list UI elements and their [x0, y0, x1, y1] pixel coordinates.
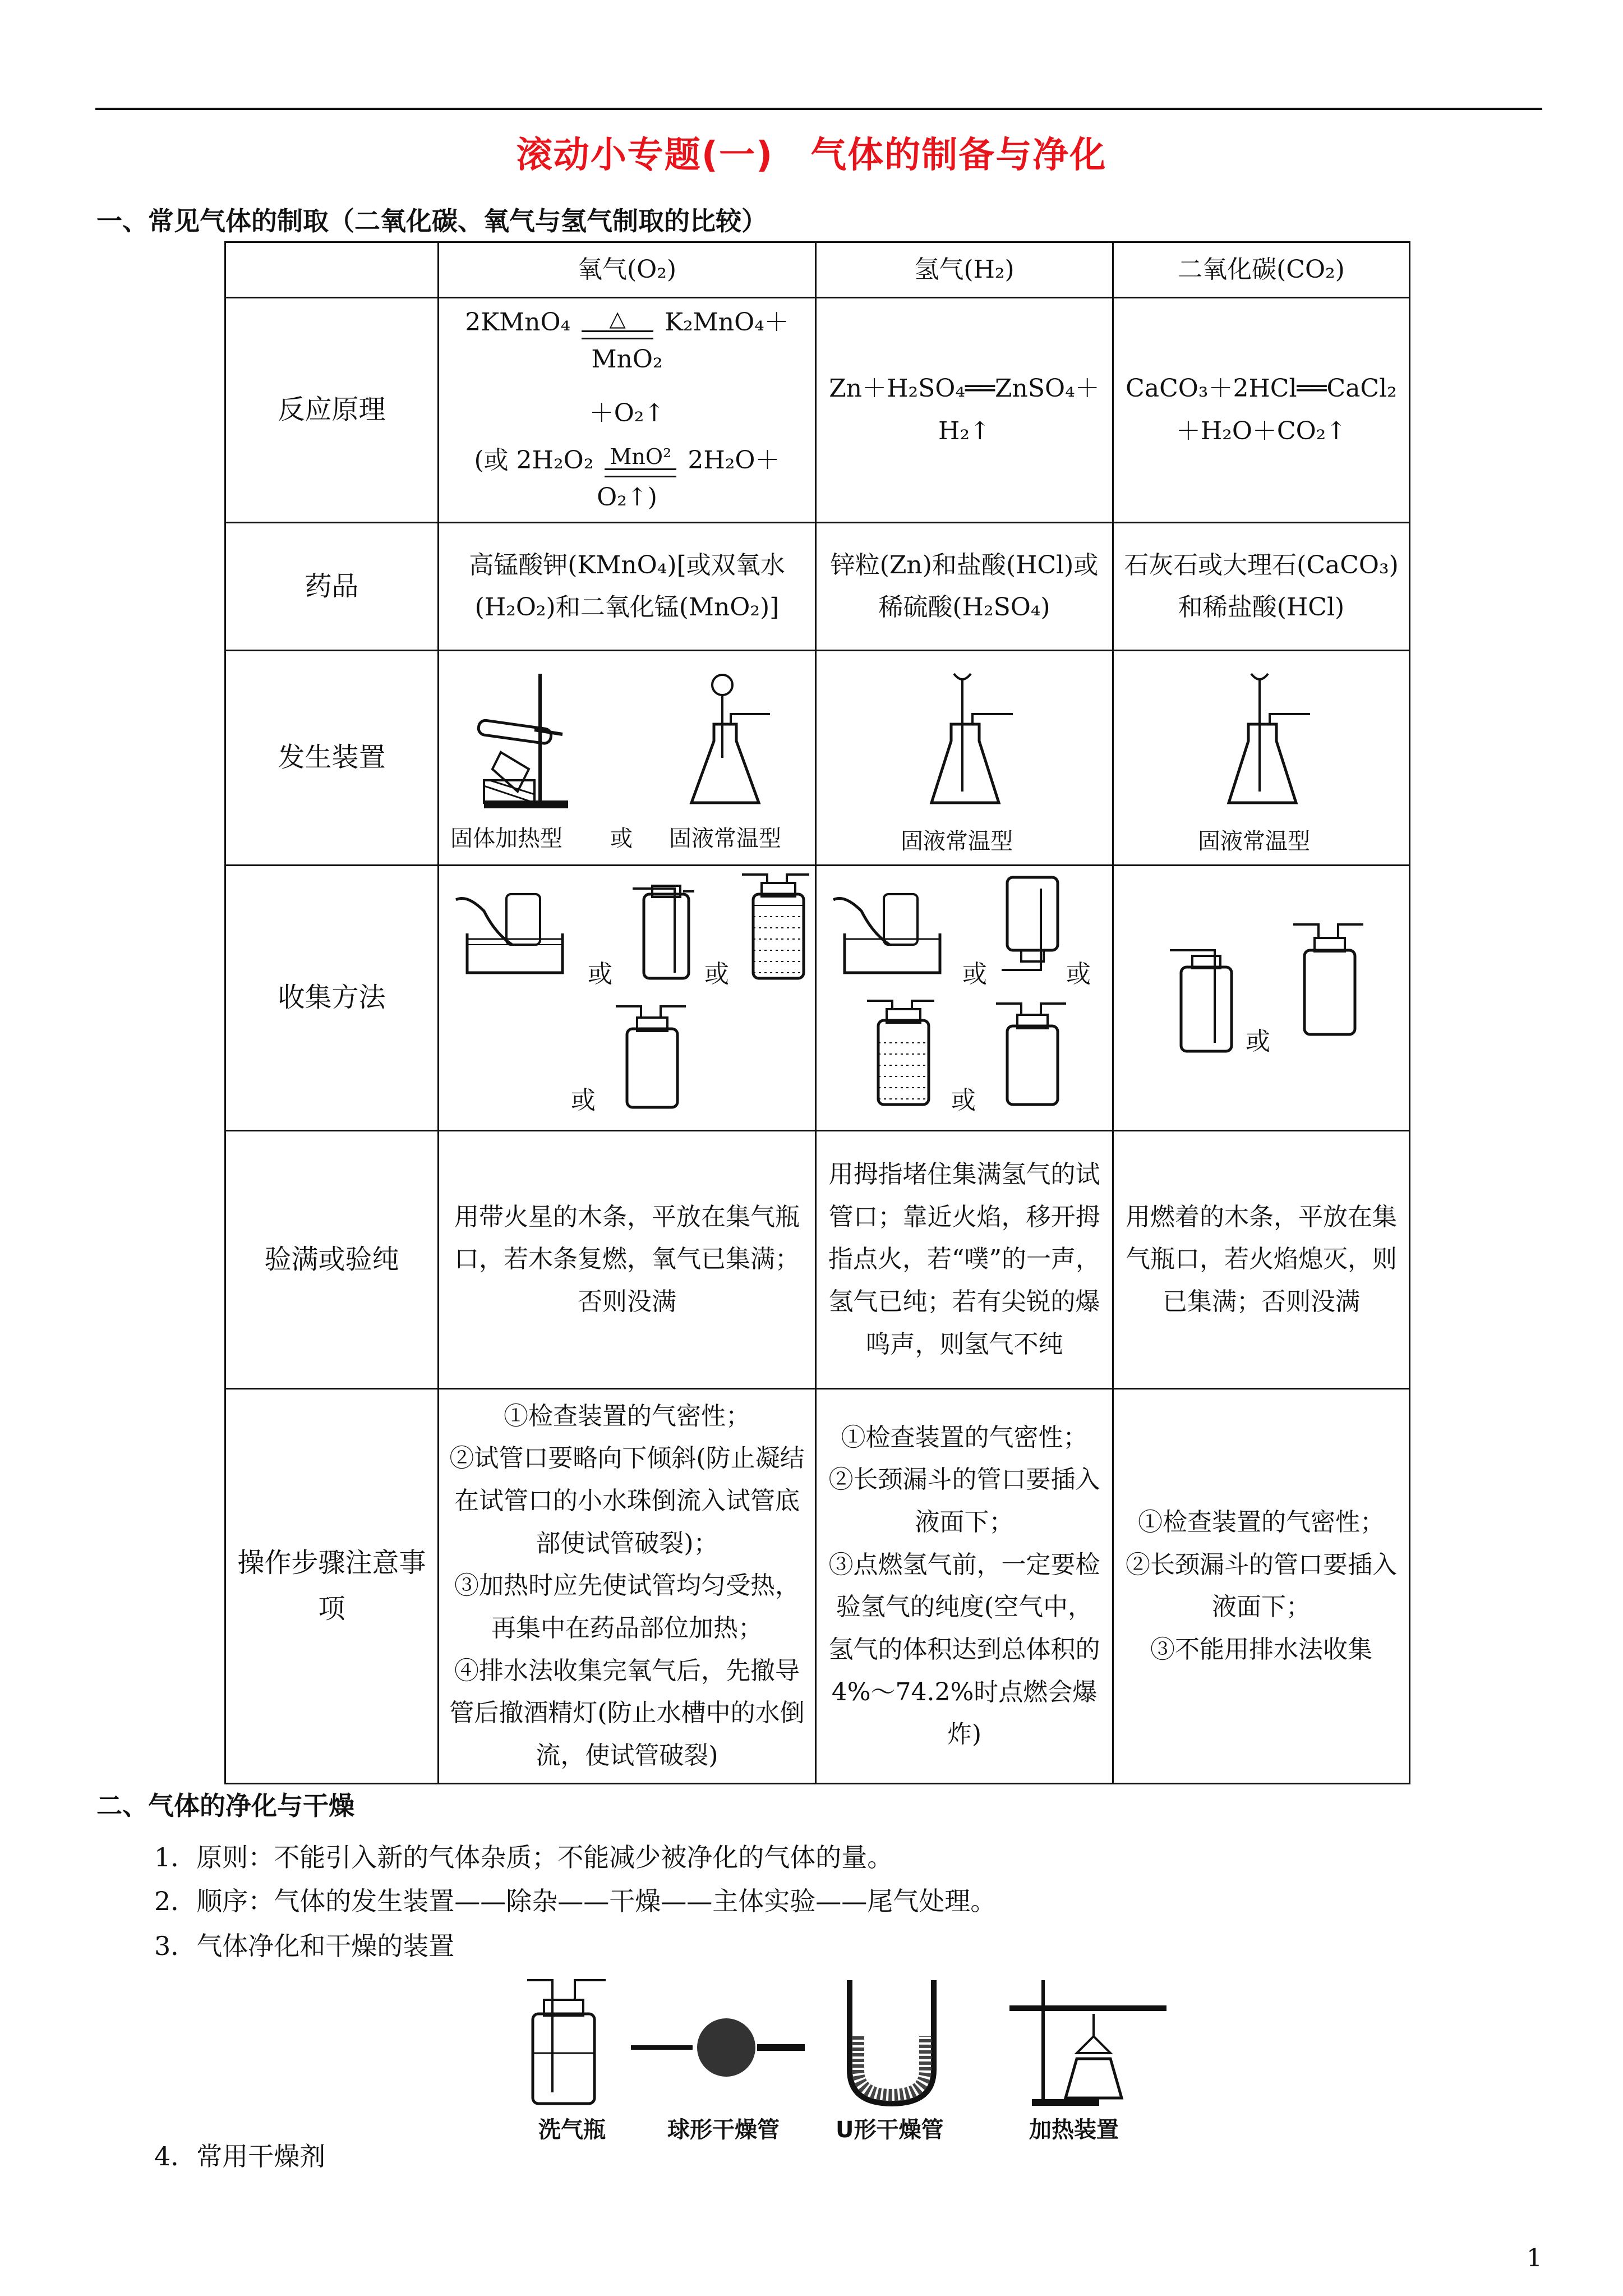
item-4: 4．常用干燥剂 [154, 2141, 326, 2171]
flask-funnel-apparatus-icon [686, 662, 776, 814]
upward-bottle-icon [633, 877, 700, 984]
header-h2: 氢气(H₂) [816, 242, 1113, 298]
inverted-bottle-icon [1002, 872, 1063, 978]
h2-collection-or-3: 或 [951, 1085, 976, 1115]
top-rule [95, 108, 1542, 110]
o2-cap-solid-liquid: 固液常温型 [669, 825, 781, 852]
row-apparatus [225, 650, 1410, 865]
row-notes [225, 1388, 1410, 1783]
item-1: 1．原则：不能引入新的气体杂质；不能减少被净化的气体的量。 [154, 1842, 893, 1872]
label-u-drying-tube: U形干燥管 [836, 2117, 944, 2143]
water-trough-icon [450, 889, 568, 984]
h2-principle: Zn＋H₂SO₄══ZnSO₄＋H₂↑ [816, 297, 1113, 522]
header-o2: 氧气(O₂) [439, 242, 816, 298]
co2-collection-or: 或 [1246, 1027, 1270, 1056]
heating-apparatus-icon [1009, 1969, 1172, 2109]
solid-heating-apparatus-icon [462, 668, 574, 814]
header-empty [225, 242, 439, 298]
label-collection: 收集方法 [225, 865, 439, 1130]
h2-filled-bottle-icon [870, 998, 937, 1110]
o2-cap-or: 或 [610, 825, 633, 852]
h2-cap: 固液常温型 [901, 828, 1013, 854]
h2-apparatus [816, 650, 1113, 865]
gas-washing-bottle-icon [522, 1969, 611, 2109]
label-principle: 反应原理 [225, 297, 439, 522]
label-gas-washing-bottle: 洗气瓶 [538, 2117, 606, 2143]
co2-downward-bottle-icon [1293, 917, 1366, 1046]
o2-apparatus [439, 650, 816, 865]
row-reagents [225, 522, 1410, 650]
o2-notes: ①检查装置的气密性； ②试管口要略向下倾斜(防止凝结在试管口的小水珠倒流入试管底部使试管破裂)； ③加热时应先使试管均匀受热，再集中在药品部位加热； ④排水法收集完氧气后，先撤导管后撤酒精灯(防止水槽中的水倒流，使试管破裂) [439, 1388, 816, 1783]
h2-collection-or-1: 或 [962, 959, 987, 988]
page-title: 滚动小专题(一) 气体的制备与净化 [516, 135, 1107, 176]
label-test: 验满或验纯 [225, 1130, 439, 1388]
label-notes: 操作步骤注意事项 [225, 1388, 439, 1783]
section-1-heading: 一、常见气体的制取（二氧化碳、氧气与氢气制取的比较） [96, 206, 767, 236]
co2-flask-icon [1226, 662, 1316, 814]
bulb-drying-tube-icon [631, 2014, 810, 2081]
purification-apparatus [505, 1969, 1234, 2143]
downward-bottle-icon [616, 1001, 689, 1113]
row-principle [225, 297, 1410, 522]
h2-collection-or-2: 或 [1066, 959, 1091, 988]
label-reagents: 药品 [225, 522, 439, 650]
filled-bottle-icon [745, 872, 812, 984]
co2-test: 用燃着的木条，平放在集气瓶口，若火焰熄灭，则已集满；否则没满 [1113, 1130, 1410, 1388]
header-co2: 二氧化碳(CO₂) [1113, 242, 1410, 298]
h2-notes: ①检查装置的气密性； ②长颈漏斗的管口要插入液面下； ③点燃氢气前，一定要检验氢气的纯度(空气中，氢气的体积达到总体积的 4%～74.2%时点燃会爆炸) [816, 1388, 1113, 1783]
label-heating-apparatus: 加热装置 [1029, 2117, 1119, 2143]
co2-notes: ①检查装置的气密性； ②长颈漏斗的管口要插入液面下； ③不能用排水法收集 [1113, 1388, 1410, 1783]
o2-collection-or-1: 或 [588, 959, 612, 988]
o2-collection [439, 865, 816, 1130]
row-test [225, 1130, 1410, 1388]
o2-collection-or-3: 或 [571, 1085, 596, 1115]
u-drying-tube-icon [838, 1975, 945, 2109]
section-2-heading: 二、气体的净化与干燥 [96, 1791, 354, 1821]
label-apparatus: 发生装置 [225, 650, 439, 865]
co2-collection [1113, 865, 1410, 1130]
item-3: 3．气体净化和干燥的装置 [154, 1931, 455, 1961]
o2-principle: 2KMnO₄ △ K₂MnO₄＋MnO₂ ＋O₂↑ (或 2H₂O₂ MnO² 2H₂O＋O₂↑) [439, 297, 816, 522]
h2-water-trough-icon [828, 889, 946, 984]
co2-cap: 固液常温型 [1198, 828, 1310, 854]
table-header-row [225, 242, 1410, 298]
co2-reagents: 石灰石或大理石(CaCO₃)和稀盐酸(HCl) [1113, 522, 1410, 650]
label-bulb-drying-tube: 球形干燥管 [667, 2117, 780, 2143]
h2-collection [816, 865, 1113, 1130]
co2-apparatus [1113, 650, 1410, 865]
co2-upward-bottle-icon [1170, 933, 1243, 1057]
h2-reagents: 锌粒(Zn)和盐酸(HCl)或稀硫酸(H₂SO₄) [816, 522, 1113, 650]
o2-reagents: 高锰酸钾(KMnO₄)[或双氧水(H₂O₂)和二氧化锰(MnO₂)] [439, 522, 816, 650]
item-2: 2．顺序：气体的发生装置——除杂——干燥——主体实验——尾气处理。 [154, 1886, 997, 1916]
h2-flask-icon [929, 662, 1018, 814]
h2-downward-bottle-icon [996, 998, 1069, 1110]
co2-principle: CaCO₃＋2HCl══CaCl₂＋H₂O＋CO₂↑ [1113, 297, 1410, 522]
gas-comparison-table [224, 241, 1410, 1784]
o2-cap-solid-heat: 固体加热型 [450, 825, 562, 852]
row-collection [225, 865, 1410, 1130]
o2-collection-or-2: 或 [704, 959, 729, 988]
page-number: 1 [1527, 2244, 1542, 2272]
o2-test: 用带火星的木条，平放在集气瓶口，若木条复燃，氧气已集满；否则没满 [439, 1130, 816, 1388]
h2-test: 用拇指堵住集满氢气的试管口；靠近火焰，移开拇指点火，若“噗”的一声，氢气已纯；若有尖锐的爆鸣声，则氢气不纯 [816, 1130, 1113, 1388]
